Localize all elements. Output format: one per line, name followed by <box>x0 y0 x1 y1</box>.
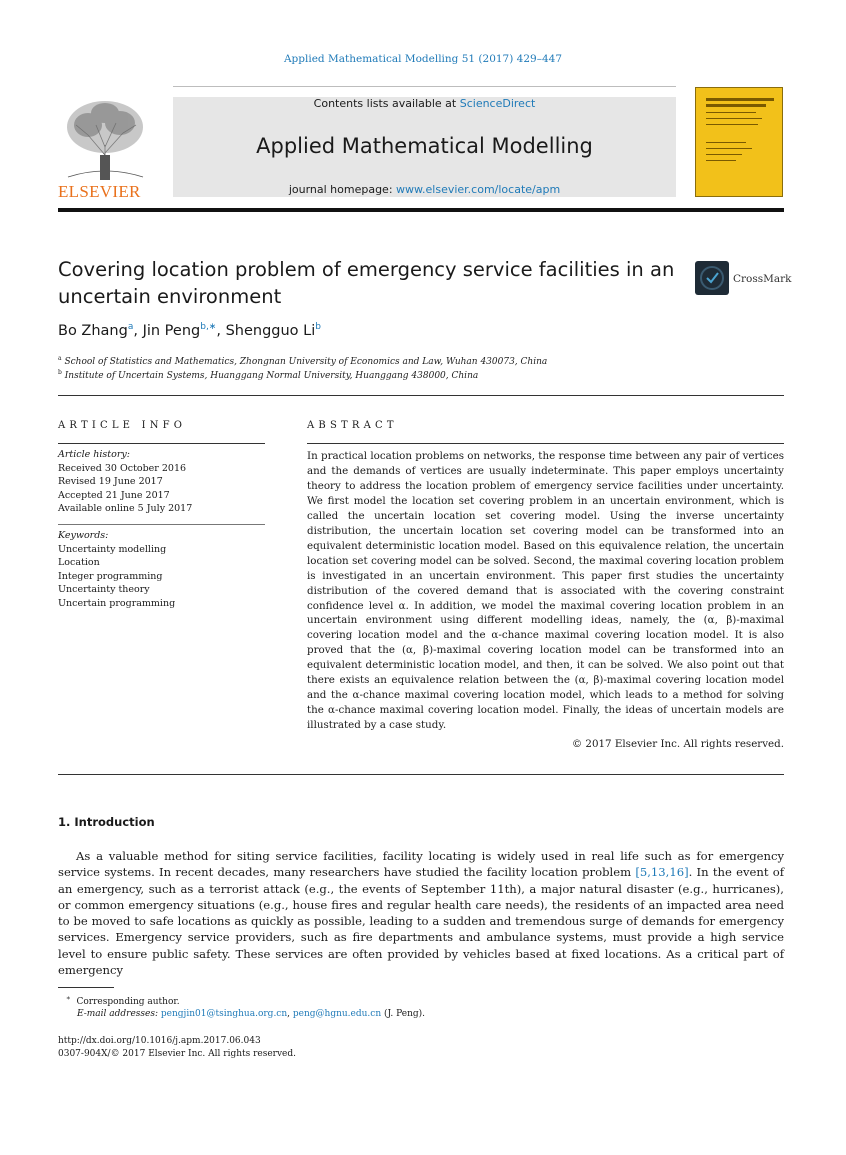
abstract-heading: ABSTRACT <box>307 420 398 431</box>
email-link[interactable]: pengjin01@tsinghua.org.cn <box>160 1009 288 1019</box>
history-entry: Accepted 21 June 2017 <box>58 489 170 501</box>
author-affil-mark[interactable]: a <box>127 322 134 332</box>
affiliation <box>58 369 478 381</box>
section-heading-introduction: 1. Introduction <box>58 815 155 829</box>
homepage-prefix: journal homepage: <box>288 183 397 196</box>
cover-text-stroke <box>706 142 746 143</box>
intro-text: As a valuable method for siting service facilities, facility locating is widely used in real life such as for emergency service systems. In recent decades, many researchers have studied the facility location problem <box>58 849 784 880</box>
journal-citation[interactable]: Applied Mathematical Modelling 51 (2017) 429–447 <box>283 53 563 65</box>
cover-text-stroke <box>706 124 758 125</box>
cover-text-stroke <box>706 160 736 161</box>
homepage-line <box>173 183 676 196</box>
keyword: Location <box>58 557 100 568</box>
email-suffix: (J. Peng). <box>381 1009 426 1019</box>
email-separator: , <box>287 1009 293 1019</box>
article-history <box>58 448 265 516</box>
introduction-paragraph <box>58 848 784 978</box>
intro-text: . In the event of an emergency, such as a terrorist attack (e.g., the events of September 11th), a major natural disaster (e.g., hurricanes), or common emergency situations (e.g., house fires and regular health care needs), the residents of an impacted area need to be moved to safe locations as quickly as possible, leading to a sudden and tremendous surge of demands for emergency services. Emergency service providers, such as fire departments and ambulance systems, must provide a high service level to ensure public safety. These services are often provided by vehicles based at fixed locations. As a critical part of emergency <box>58 865 784 978</box>
history-label: Article history: <box>58 449 130 460</box>
author-separator: , <box>216 323 226 339</box>
issn-line: 0307-904X/© 2017 Elsevier Inc. All rights reserved. <box>58 1049 297 1059</box>
homepage-link[interactable]: www.elsevier.com/locate/apm <box>396 183 561 196</box>
author-name[interactable]: Jin Peng <box>142 323 201 339</box>
crossmark-glyph-icon <box>695 261 729 295</box>
divider <box>58 774 784 775</box>
affiliation-text: School of Statistics and Mathematics, Zhongnan University of Economics and Law, Wuhan 430073, China <box>64 357 548 367</box>
divider <box>58 443 265 444</box>
keyword: Uncertainty modelling <box>58 543 167 555</box>
author-affil-mark[interactable]: b <box>315 322 321 332</box>
cover-text-stroke <box>706 118 762 119</box>
keyword: Integer programming <box>58 570 163 582</box>
corresponding-note <box>66 994 180 1007</box>
author-name[interactable]: Shengguo Li <box>225 323 316 339</box>
email-note <box>77 1009 425 1019</box>
divider <box>58 524 265 525</box>
cover-title-stroke <box>706 104 766 107</box>
header-top-rule <box>173 86 676 87</box>
header-thick-rule <box>58 208 784 212</box>
article-info-heading: ARTICLE INFO <box>58 420 187 431</box>
history-entry: Revised 19 June 2017 <box>58 476 163 487</box>
email-link[interactable]: peng@hgnu.edu.cn <box>292 1009 382 1019</box>
author-separator: , <box>133 323 143 339</box>
affiliation-text: Institute of Uncertain Systems, Huanggang Normal University, Huanggang 438000, China <box>64 371 479 381</box>
cover-title-stroke <box>706 98 774 101</box>
abstract-copyright: © 2017 Elsevier Inc. All rights reserved. <box>571 738 784 750</box>
author-affil-mark[interactable]: b,∗ <box>200 322 217 332</box>
history-entry: Received 30 October 2016 <box>58 462 187 474</box>
keyword: Uncertain programming <box>58 597 176 609</box>
contents-prefix: Contents lists available at <box>313 97 460 110</box>
divider <box>307 443 784 444</box>
keyword: Uncertainty theory <box>58 584 150 595</box>
keywords <box>58 529 265 610</box>
abstract-text: In practical location problems on networks, the response time between any pair of vertices and the demands of vertices are usually indeterminate. This paper employs uncertainty theory to address the location problem of emergency service facilities under uncertainty. We first model the location set covering problem in an uncertain environment, which is called the uncertain location set covering model. Using the inverse uncertainty distribution, the uncertain location set covering model can be transformed into an equivalent deterministic location model. Based on this equivalence relation, the uncertain location set covering model can be solved. Second, the maximal covering location problem is investigated in an uncertain environment. This paper first studies the uncertainty distribution of the covered demand that is associated with the covering constraint confidence level α. In addition, we model the maximal covering location problem in an uncertain environment using different modelling ideas, namely, the (α, β)-maximal covering location model and the α-chance maximal covering location model. It is also proved that the (α, β)-maximal covering location model can be transformed into an equivalent deterministic location model, and then, it can be solved. We also point out that there exists an equivalence relation between the (α, β)-maximal covering location model and the α-chance maximal covering location model, which leads to a method for solving the α-chance maximal covering location model. Finally, the ideas of uncertain models are illustrated by a case study. <box>307 450 784 732</box>
sciencedirect-link[interactable]: ScienceDirect <box>459 97 536 110</box>
elsevier-wordmark: ELSEVIER <box>58 182 141 201</box>
article-title: Covering location problem of emergency service facilities in an uncertain environment <box>58 258 675 308</box>
journal-title: Applied Mathematical Modelling <box>256 134 593 158</box>
cover-text-stroke <box>706 148 752 149</box>
corresponding-mark: ∗ <box>66 994 71 1002</box>
contents-line <box>173 97 676 110</box>
affiliation-mark: a <box>58 355 62 362</box>
crossmark-icon[interactable] <box>695 261 729 295</box>
history-entry: Available online 5 July 2017 <box>58 503 193 514</box>
cover-text-stroke <box>706 112 756 113</box>
affiliation-mark: b <box>58 369 62 376</box>
reference-link[interactable]: [5,13,16] <box>635 865 689 880</box>
keywords-label: Keywords: <box>58 530 109 541</box>
divider <box>58 395 784 396</box>
doi-link[interactable]: http://dx.doi.org/10.1016/j.apm.2017.06.043 <box>58 1036 261 1046</box>
author-list <box>58 322 321 339</box>
corresponding-text: Corresponding author. <box>76 997 180 1007</box>
author-name[interactable]: Bo Zhang <box>58 323 128 339</box>
journal-cover-image[interactable] <box>695 87 783 197</box>
affiliation <box>58 355 547 367</box>
email-label: E-mail addresses: <box>77 1009 159 1019</box>
footnote-rule <box>58 987 114 988</box>
cover-text-stroke <box>706 154 742 155</box>
crossmark-label[interactable]: CrossMark <box>733 273 792 285</box>
